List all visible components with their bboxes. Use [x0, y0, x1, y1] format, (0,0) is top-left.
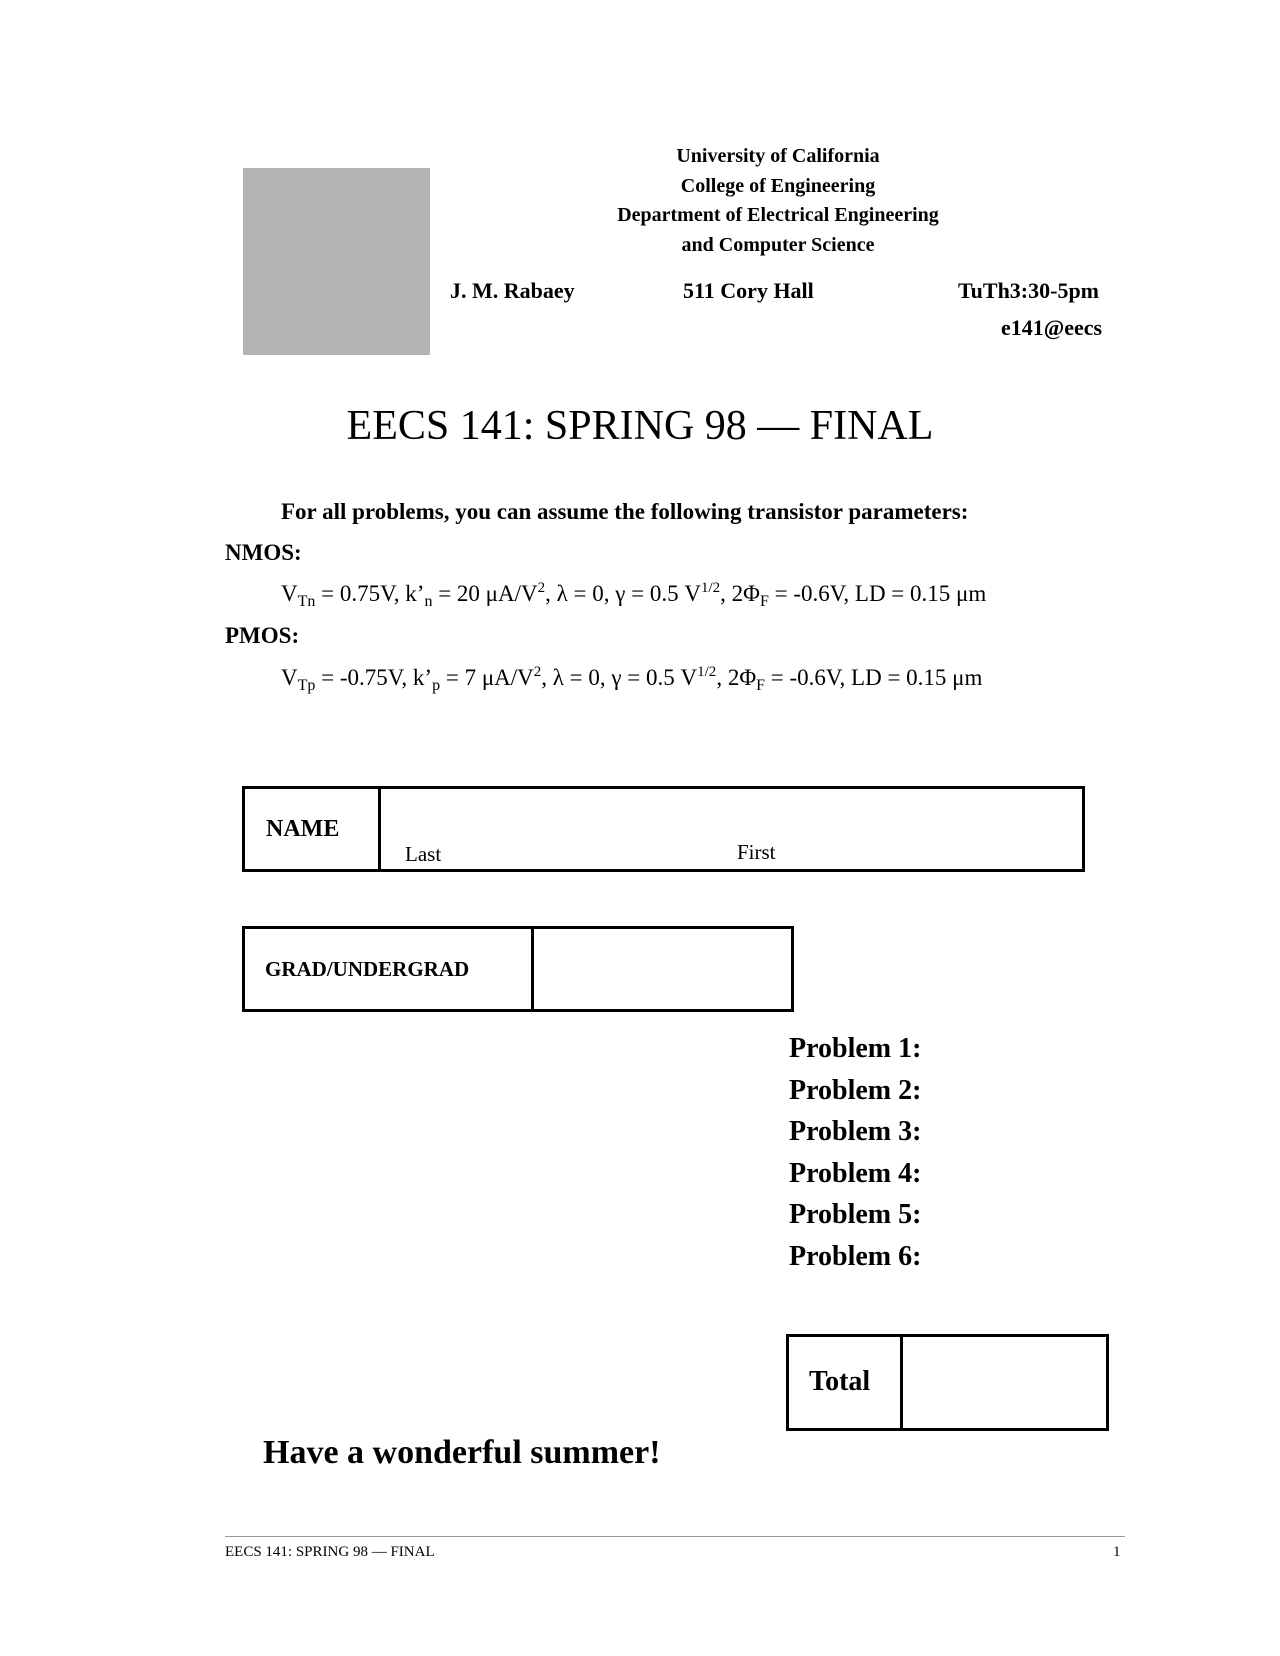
- problem-1-label: Problem 1:: [789, 1033, 922, 1064]
- footer-title: EECS 141: SPRING 98 — FINAL: [225, 1544, 435, 1560]
- name-label: NAME: [266, 816, 340, 842]
- problem-list: [789, 1028, 921, 1278]
- class-time: TuTh3:30-5pm: [958, 278, 1100, 303]
- parameters-intro: For all problems, you can assume the following transistor parameters:: [281, 499, 969, 524]
- nmos-label: NMOS:: [225, 540, 302, 565]
- logo-placeholder-image: [243, 168, 430, 355]
- exam-title: EECS 141: SPRING 98 — FINAL: [346, 403, 934, 449]
- total-label: Total: [809, 1366, 871, 1397]
- first-name-label: First: [737, 840, 776, 864]
- office-location: 511 Cory Hall: [683, 278, 814, 303]
- grad-box-divider: [531, 929, 534, 1009]
- grad-undergrad-label: GRAD/UNDERGRAD: [265, 957, 470, 981]
- pmos-parameters: $V_{Tp} = -0.75V$, $k’_p = 7$ $\mu A/V^2$, λ = 0, γ = 0.5 $V^{1/2}$, $2\Phi_F = -0.6V$, LD = 0.15 μm: [281, 664, 983, 694]
- problem-6-label: Problem 6:: [789, 1240, 922, 1272]
- last-name-label: Last: [405, 842, 442, 866]
- grad-undergrad-box: [242, 926, 794, 1012]
- college-line: College of Engineering: [680, 174, 876, 197]
- name-box-divider: [378, 789, 381, 869]
- problem-4-label: Problem 4:: [789, 1157, 922, 1189]
- problem-2-label: Problem 2:: [789, 1074, 922, 1106]
- department-line: Department of Electrical Engineering: [617, 204, 939, 226]
- university-line: University of California: [676, 145, 880, 167]
- total-box: [786, 1334, 1109, 1431]
- total-box-divider: [900, 1337, 903, 1428]
- page-number: 1: [1113, 1544, 1121, 1560]
- closing-message: Have a wonderful summer!: [263, 1434, 661, 1471]
- department-line-2: and Computer Science: [681, 233, 875, 256]
- nmos-parameters: $V_{Tn} = 0.75V$, $k’_n = 20$ $\mu A/V^2$, λ = 0, γ = 0.5 $V^{1/2}$, $2\Phi_F = -0.6V$, LD = 0.15 μm: [281, 580, 987, 610]
- pmos-label: PMOS:: [225, 623, 300, 648]
- problem-5-label: Problem 5:: [789, 1199, 922, 1231]
- problem-3-label: Problem 3:: [789, 1116, 922, 1148]
- footer-divider: [225, 1536, 1125, 1537]
- name-box: [242, 786, 1085, 872]
- instructor-name: J. M. Rabaey: [450, 278, 575, 303]
- university-block: [560, 142, 996, 260]
- class-email: e141@eecs: [1001, 315, 1103, 340]
